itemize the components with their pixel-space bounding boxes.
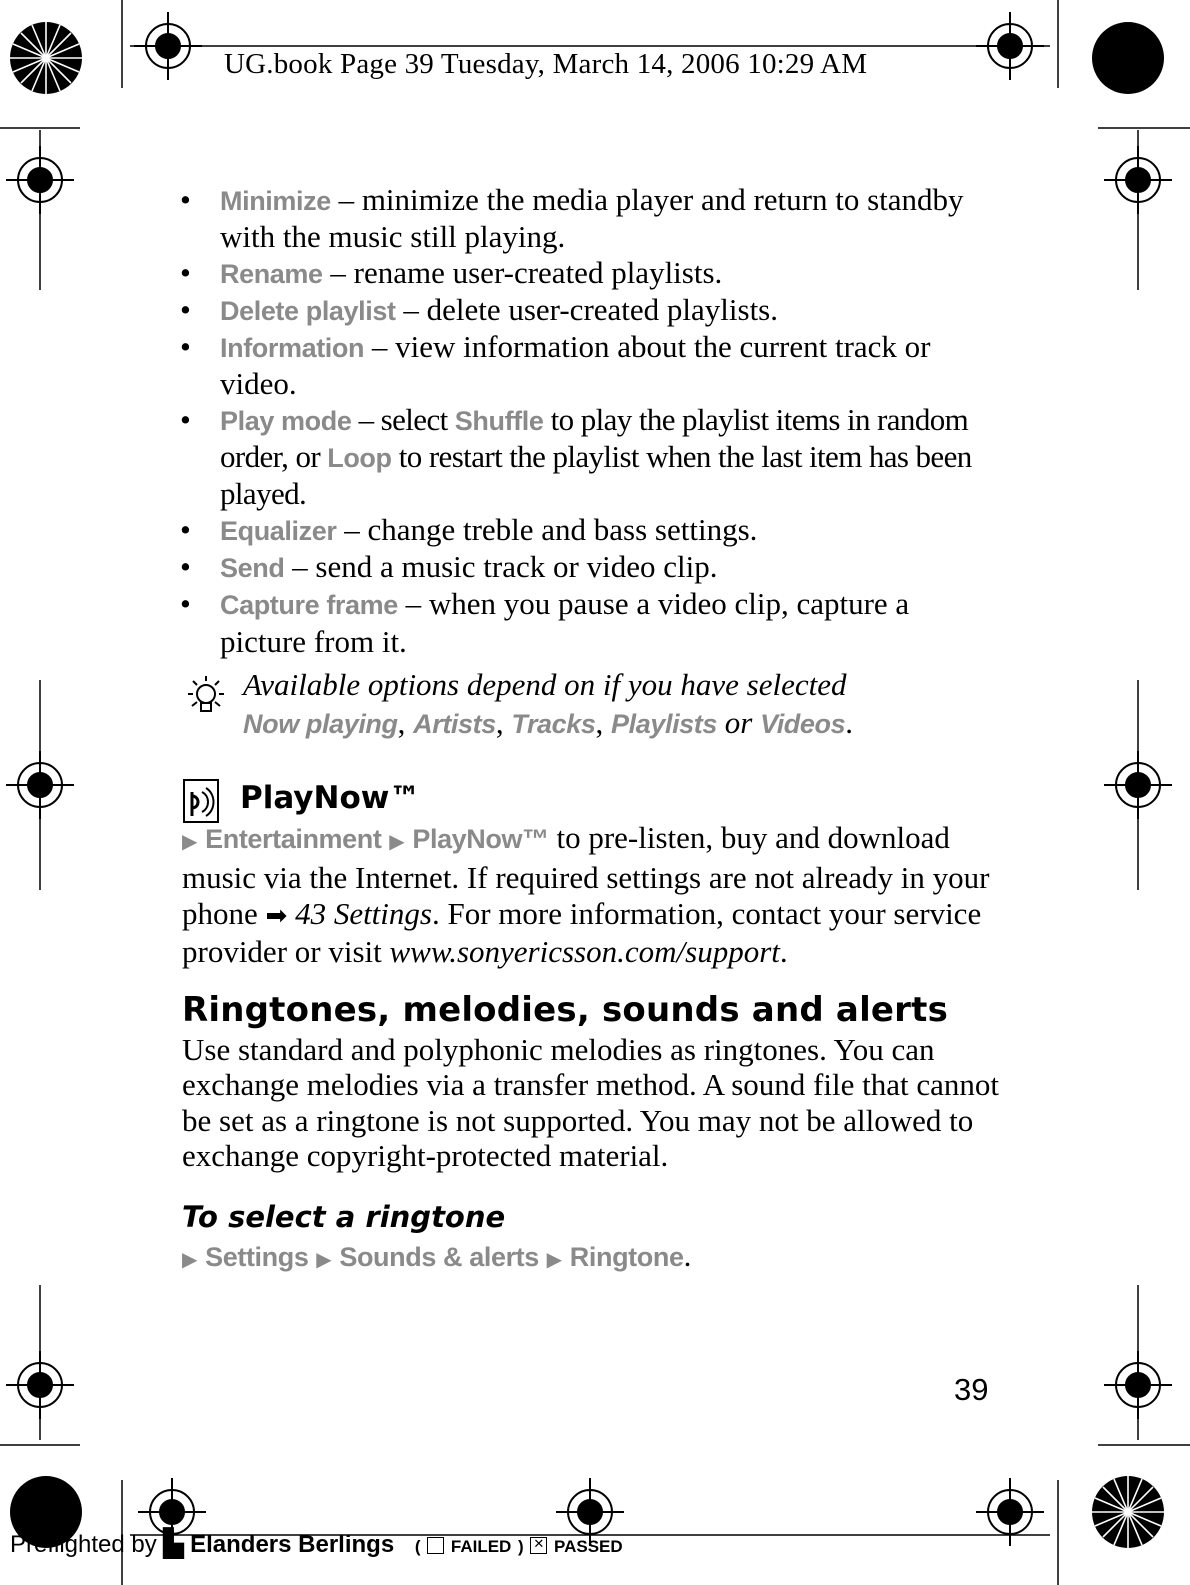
menu-term: Play mode [220, 405, 352, 436]
item-text: – select [351, 401, 455, 437]
list-item: • Equalizer – change treble and bass settings. [180, 511, 758, 547]
select-ringtone-path [182, 1238, 1002, 1278]
ringtones-paragraph: Use standard and polyphonic melodies as ringtones. You can exchange melodies via a transfer method. A sound file that cannot be set as a ringtone is not supported. You may not be allowed to exchange copyright-protected material. [182, 1032, 999, 1173]
playnow-paragraph [182, 820, 1002, 969]
menu-arrow-icon: ▶ [182, 1249, 198, 1271]
reference-arrow-icon: ➡ [265, 900, 288, 931]
printer-brand: Elanders Berlings [190, 1531, 395, 1558]
item-text: – minimize the media player and return to standby with the music still playing. [220, 182, 964, 255]
item-text: to play the playlist items in random order, or [220, 401, 969, 475]
passed-label: PASSED [554, 1537, 623, 1556]
punctuation: . [683, 1238, 692, 1273]
paren: ( [414, 1537, 421, 1556]
menu-term: Minimize [220, 186, 331, 216]
menu-term: Equalizer [220, 515, 337, 546]
page-number: 39 [954, 1372, 989, 1407]
cross-reference: 43 Settings [295, 895, 432, 931]
item-text: – when you pause a video clip, capture a picture from it. [220, 586, 910, 659]
list-item: • Information – view information about the current track or video. [180, 329, 931, 402]
punctuation: . [779, 933, 788, 969]
menu-arrow-icon: ▶ [546, 1249, 563, 1271]
tip-text: Available options depend on if you have selected [243, 667, 847, 702]
menu-term: PlayNow™ [412, 824, 549, 854]
item-text: – rename user-created playlists. [322, 254, 723, 290]
list-item: • Minimize – minimize the media player and return to standby with the music still playing. [180, 182, 964, 255]
item-text: – send a music track or video clip. [284, 548, 718, 584]
item-text: – delete user-created playlists. [395, 291, 778, 327]
separator: , [595, 705, 612, 740]
body-text: to pre-listen, buy and download music via the Internet. If required settings are not already in your phone [182, 820, 990, 931]
item-text: – change treble and bass settings. [336, 511, 758, 547]
menu-term: Tracks [511, 709, 596, 739]
list-item: • Rename – rename user-created playlists. [180, 254, 723, 290]
separator: , [495, 705, 512, 740]
menu-arrow-icon: ▶ [182, 831, 198, 853]
menu-term: Now playing [243, 709, 398, 739]
list-item: • Capture frame – when you pause a video clip, capture a picture from it. [180, 586, 910, 659]
list-item: • Play mode – select Shuffle to play the playlist items in random order, or Loop to restart the playlist when the last item has been played. [180, 401, 972, 512]
menu-term: Ringtone [569, 1242, 684, 1272]
menu-arrow-icon: ▶ [316, 1249, 332, 1271]
print-header: UG.book Page 39 Tuesday, March 14, 2006 10:29 AM [224, 48, 868, 80]
printer-logo-icon: ▙ [163, 1528, 184, 1558]
section-heading-playnow: PlayNow™ [240, 780, 421, 816]
menu-term-shuffle: Shuffle [454, 405, 544, 436]
punctuation: . [845, 705, 853, 740]
menu-term: Information [220, 333, 365, 364]
menu-arrow-icon: ▶ [389, 831, 405, 853]
subheading-select-ringtone: To select a ringtone [182, 1200, 506, 1234]
menu-term: Delete playlist [220, 295, 396, 326]
tip-or: or [717, 705, 761, 740]
menu-term-loop: Loop [327, 443, 392, 474]
menu-term: Entertainment [205, 824, 382, 854]
item-text: – view information about the current track or video. [220, 329, 931, 402]
menu-term: Videos [760, 709, 846, 739]
preflight-label: Preflighted by [10, 1531, 157, 1558]
list-item: • Send – send a music track or video clip. [180, 548, 718, 584]
preflight-footer [10, 1528, 623, 1559]
menu-term: Sounds & alerts [339, 1242, 539, 1272]
menu-term: Artists [413, 709, 496, 739]
menu-term: Rename [220, 258, 323, 289]
item-text: to restart the playlist when the last item has been played. [220, 439, 972, 512]
menu-term: Send [220, 552, 285, 583]
failed-checkbox-icon [427, 1537, 444, 1554]
options-list [180, 182, 1000, 659]
menu-term: Capture frame [220, 590, 398, 621]
operator-service-icon [182, 778, 226, 824]
body-text: . For more information, contact your service provider or visit [182, 895, 982, 969]
paren: ) [518, 1537, 524, 1556]
menu-term: Playlists [611, 709, 718, 739]
support-url: www.sonyericsson.com/support [389, 933, 780, 969]
passed-checkbox-icon: ✕ [530, 1537, 547, 1554]
tip-note [180, 666, 1000, 743]
list-item: • Delete playlist – delete user-created playlists. [180, 291, 778, 327]
menu-term: Settings [205, 1242, 309, 1272]
failed-label: FAILED [450, 1537, 512, 1556]
separator: , [397, 705, 414, 740]
tip-options [180, 704, 1000, 743]
section-heading-ringtones: Ringtones, melodies, sounds and alerts [182, 990, 949, 1030]
